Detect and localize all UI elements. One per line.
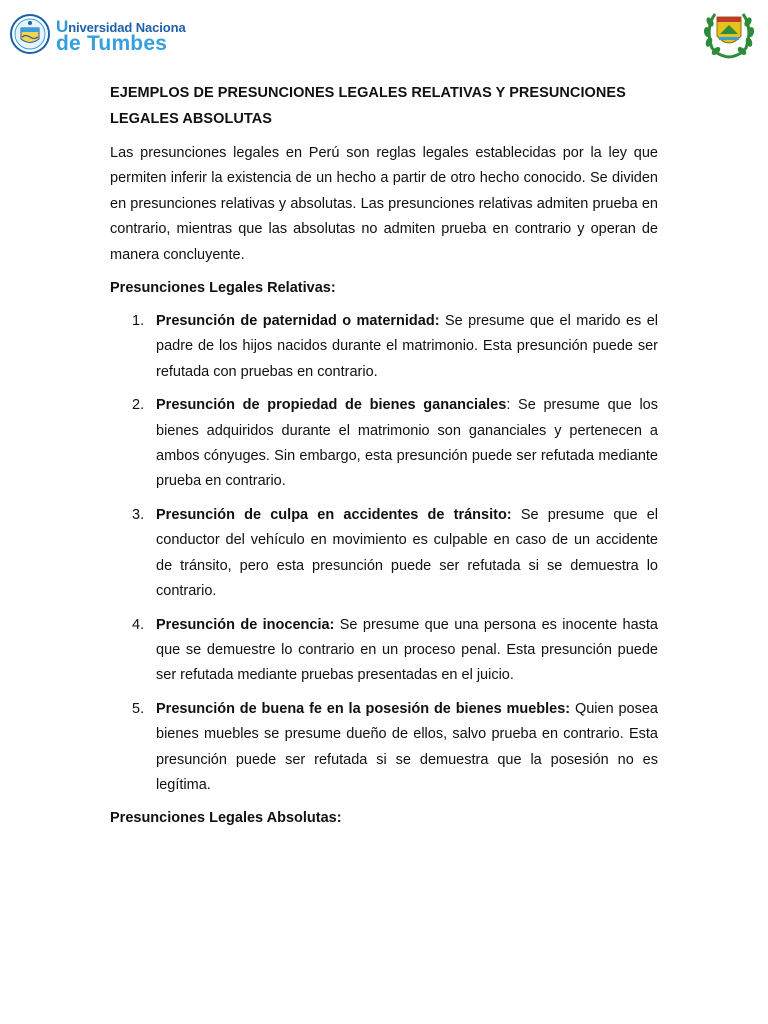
list-item xyxy=(110,503,658,605)
list-item-body: Se presume que el marido es el padre de los hijos nacidos durante el matrimonio. Esta presunción puede ser refutada con pruebas en contrario. xyxy=(156,313,659,380)
faculty-emblem-icon xyxy=(702,8,756,60)
list-item-text xyxy=(156,613,658,689)
list-item-body: Se presume que una persona es inocente hasta que se demuestre lo contrario en un proceso penal. Esta presunción puede ser refutada mediante pruebas presentadas en el juicio. xyxy=(156,616,658,684)
list-item-number: 1. xyxy=(132,313,145,330)
document-title: EJEMPLOS DE PRESUNCIONES LEGALES RELATIVAS Y PRESUNCIONES LEGALES ABSOLUTAS xyxy=(110,85,626,127)
list-item-text xyxy=(156,393,658,495)
university-name-line2: de Tumbes xyxy=(56,32,168,55)
list-item xyxy=(110,697,658,799)
list-item-lead: Presunción de culpa en accidentes de tránsito: xyxy=(156,506,512,523)
list-item xyxy=(110,393,658,495)
list-item-lead: Presunción de buena fe en la posesión de bienes muebles: xyxy=(156,700,571,717)
document-body xyxy=(110,80,658,831)
intro-paragraph: Las presunciones legales en Perú son reglas legales establecidas por la ley que permiten inferir la existencia de un hecho a partir de otro hecho conocido. Se dividen en presunciones relativas y absolutas. Las presunciones relativas admiten prueba en contrario, mientras que las absolutas no admiten prueba en contrario y operan de manera concluyente. xyxy=(110,145,658,263)
university-emblem-icon xyxy=(10,12,50,56)
list-item-text xyxy=(156,309,658,385)
list-item xyxy=(110,613,658,689)
list-item-number: 5. xyxy=(132,700,145,717)
presumptions-list xyxy=(110,309,658,798)
list-item-number: 3. xyxy=(132,506,145,523)
list-item-text xyxy=(156,697,658,799)
list-item-body: : Se presume que los bienes adquiridos durante el matrimonio son gananciales y pertenecen a ambos cónyuges. Sin embargo, esta presunción puede ser refutada mediante prueba en contrario. xyxy=(156,397,658,490)
list-item-body: Quien posea bienes muebles se presume dueño de ellos, salvo prueba en contrario. Esta presunción puede ser refutada si se demuestra que la posesión no es legítima. xyxy=(156,700,658,793)
university-logo xyxy=(10,10,186,60)
list-item-number: 4. xyxy=(132,616,145,633)
section-heading-relativas: Presunciones Legales Relativas: xyxy=(110,280,336,297)
list-item-lead: Presunción de paternidad o maternidad: xyxy=(156,313,440,330)
list-item-text xyxy=(156,503,658,605)
list-item-number: 2. xyxy=(132,397,145,414)
university-name-line1: Universidad Naciona xyxy=(56,17,186,36)
list-item xyxy=(110,309,658,385)
list-item-lead: Presunción de propiedad de bienes gananciales xyxy=(156,397,507,414)
section-heading-absolutas: Presunciones Legales Absolutas: xyxy=(110,810,342,827)
list-item-lead: Presunción de inocencia: xyxy=(156,616,335,633)
list-item-body: Se presume que el conductor del vehículo en movimiento es culpable en caso de un accidente de tránsito, pero esta presunción puede ser refutada si se demuestra lo contrario. xyxy=(156,506,658,600)
